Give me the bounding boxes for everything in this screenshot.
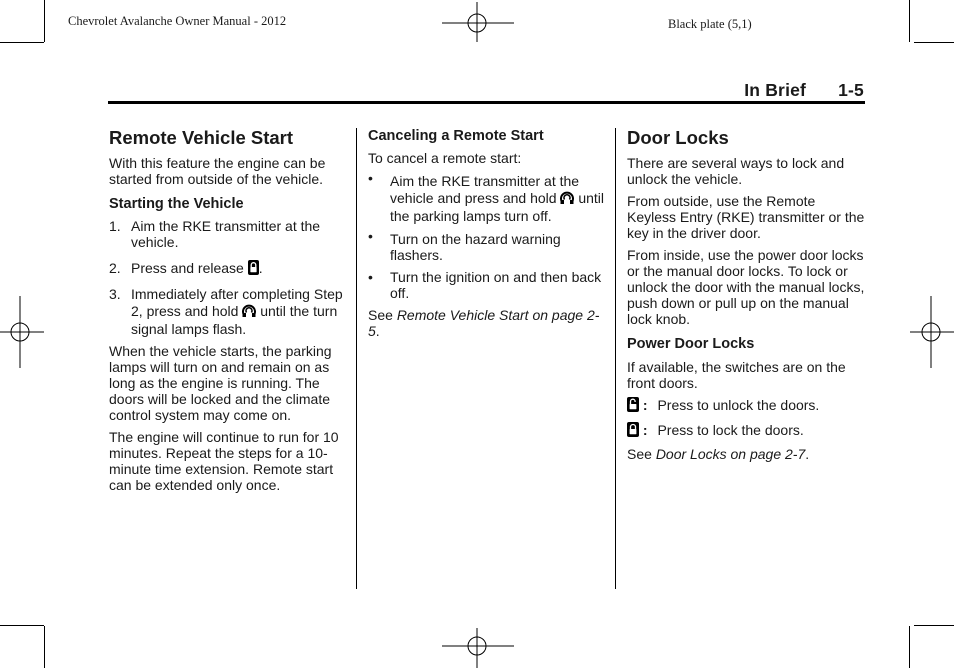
step-text: Immediately after completing Step 2, press and hold [131, 286, 343, 319]
column-canceling [368, 127, 606, 339]
bullet-text: Aim the RKE transmitter at the vehicle and press and hold [390, 173, 580, 206]
lock-text: Press to lock the doors. [657, 422, 804, 438]
heading-remote-vehicle-start: Remote Vehicle Start [109, 127, 294, 148]
unlock-icon [627, 397, 639, 415]
crop-mark [914, 42, 954, 43]
step-text-end: . [258, 260, 263, 276]
lock-icon [248, 260, 259, 278]
step-item [109, 286, 347, 337]
step-item [109, 260, 347, 278]
lock-icon [627, 422, 639, 440]
lock-row [627, 422, 865, 440]
registration-mark [910, 296, 954, 368]
registration-mark [442, 628, 514, 668]
see-reference [627, 446, 865, 462]
paragraph: There are several ways to lock and unlock the vehicle. [627, 155, 845, 187]
paragraph: When the vehicle starts, the parking lamps will turn on and remain on as long as the engine is running. The doors will be locked and the climate control system may come on. [109, 343, 332, 423]
see-prefix: See [368, 307, 393, 323]
see-link[interactable]: Remote Vehicle Start on page 2-5 [368, 307, 600, 339]
lock-colon: : [642, 422, 648, 438]
step-item [109, 218, 347, 250]
bullet-item [368, 269, 606, 301]
unlock-text: Press to unlock the doors. [657, 397, 820, 413]
step-text: until the turn signal lamps flash. [131, 303, 338, 337]
column-remote-start [109, 127, 347, 493]
paragraph: If available, the switches are on the front doors. [627, 359, 846, 391]
crop-mark [0, 42, 44, 43]
unlock-row [627, 397, 865, 415]
step-text: Press and release [131, 260, 244, 276]
section-header [744, 80, 864, 101]
see-prefix: See [627, 446, 652, 462]
bullet-text: Turn on the hazard warning flashers. [390, 231, 561, 263]
crop-mark [909, 626, 910, 668]
paragraph: The engine will continue to run for 10 minutes. Repeat the steps for a 10-minute time extension. Remote start can be extended only once. [109, 429, 339, 493]
column-divider [615, 128, 616, 589]
registration-mark [0, 296, 44, 368]
crop-mark [44, 626, 45, 668]
manual-title: Chevrolet Avalanche Owner Manual - 2012 [68, 14, 287, 28]
step-number: 3. [109, 286, 121, 302]
heading-door-locks: Door Locks [627, 127, 729, 148]
paragraph: To cancel a remote start: [368, 150, 522, 166]
see-link[interactable]: Door Locks on page 2-7 [655, 446, 806, 462]
bullet-item [368, 228, 606, 263]
step-number: 2. [109, 260, 121, 276]
bullet-item [368, 170, 606, 224]
crop-mark [44, 0, 45, 42]
step-text: Aim the RKE transmitter at the vehicle. [131, 218, 321, 250]
crop-mark [0, 625, 44, 626]
subheading-canceling: Canceling a Remote Start [368, 128, 544, 144]
paragraph: From outside, use the Remote Keyless Entry (RKE) transmitter or the key in the driver door. [627, 193, 865, 241]
section-title: In Brief [744, 80, 807, 100]
column-divider [356, 128, 357, 589]
subheading-starting-vehicle: Starting the Vehicle [109, 196, 244, 212]
see-reference [368, 307, 606, 339]
crop-mark [909, 0, 910, 42]
unlock-colon: : [642, 397, 648, 413]
remote-start-icon [242, 302, 256, 321]
step-number: 1. [109, 218, 121, 234]
bullet-text: until the parking lamps turn off. [390, 190, 605, 224]
plate-label: Black plate (5,1) [668, 17, 752, 31]
remote-start-icon [560, 189, 574, 208]
bullet: • [368, 170, 373, 186]
subheading-power-door-locks: Power Door Locks [627, 336, 755, 352]
see-suffix: . [805, 446, 810, 462]
column-door-locks [627, 127, 865, 462]
bullet: • [368, 228, 373, 244]
header-rule [108, 101, 865, 104]
bullet: • [368, 269, 373, 285]
see-suffix: . [375, 323, 380, 339]
registration-mark [442, 2, 514, 42]
paragraph: From inside, use the power door locks or the manual door locks. To lock or unlock the door with the manual locks, push down or pull up on the manual lock knob. [627, 247, 865, 327]
page-number: 1-5 [838, 80, 864, 100]
crop-mark [914, 625, 954, 626]
paragraph: With this feature the engine can be started from outside of the vehicle. [109, 155, 326, 187]
bullet-text: Turn the ignition on and then back off. [390, 269, 602, 301]
